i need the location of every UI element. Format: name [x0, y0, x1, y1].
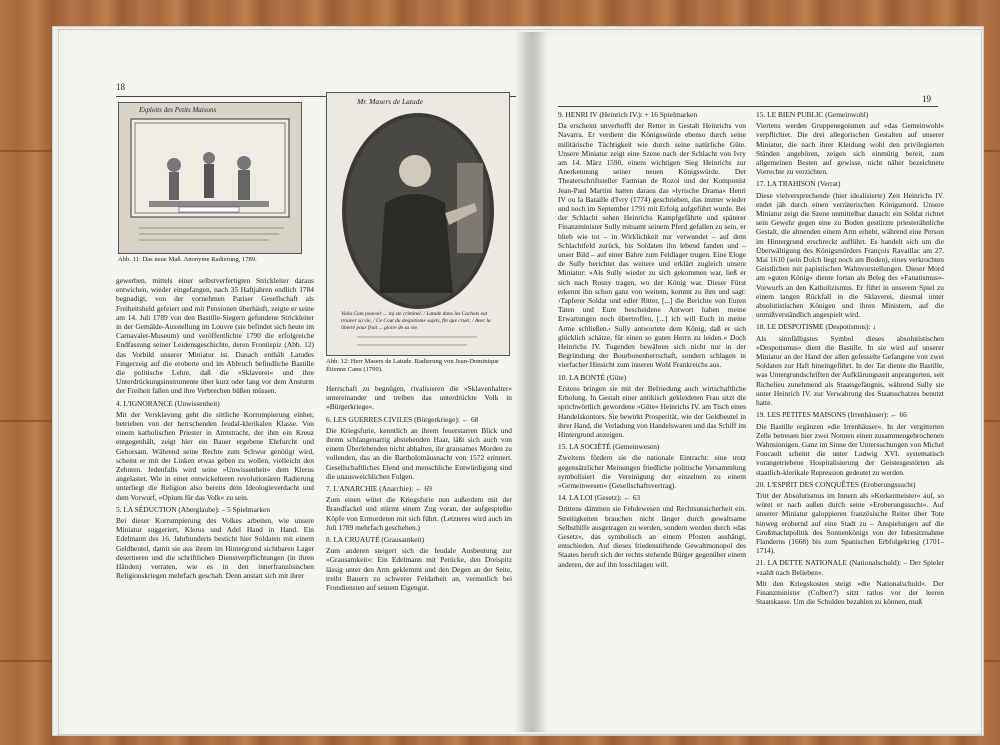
paragraph: Die Bastille ergänzen »die Irrenhäuser«. In der vergitterten Zelle betreuen hier zwei Nonnen einen zusammengebrochenen Wahnsinnigen. Ganz im Sinne der Untersuchungen von Michel Foucault scheint die unter Ludwig XVI. systematisch vorangetriebene Hospitalisierung der Geistesgestörten als staatlich-klerikale Repression gedeutet zu werden. — [756, 421, 944, 477]
paragraph: Als sinnfälligstes Symbol dieses absolutistischen »Despotismus« dient die Bastille. In sie wird auf unserer Miniatur an der Hand der allen gefesselte Gefangene von zwei Soldaten zur Haft hineingeführt. In der Tat diente die Bastille, was Untergrundschriften der Aufklärungszeit anprangerten, seit Richelieu zunehmend als Staatsgefängnis, während Sully sie unter Heinrich IV. zur Verwahrung des Staatsschatzes benutzt hatte. — [756, 333, 944, 408]
section-heading: 14. LA LOI (Gesetz): ← 63 — [558, 493, 641, 503]
paragraph: Die Kriegsfurie, kenntlich an ihrem feuerstarren Blick und ihrem schlangenartig abstehenden Haar, läßt sich auch von einem Überlebenden nicht abhalten, ihr grausames Morden zu vollenden, das an die Bartholomäusnacht von 1572 erinnert. Gesellschaftliches Elend und menschliche Entwürdigung sind die unausweichlichen Folgen. — [326, 425, 512, 481]
section-heading: 21. LA DETTE NATIONALE (Nationalschuld): – Der Spieler »zahlt nach Belieben«. — [756, 558, 944, 577]
figure-12-plate-title: Mr. Masers de Latude — [357, 97, 423, 106]
section-heading: 10. LA BONTÉ (Güte) — [558, 372, 627, 382]
right-page-column-2 — [756, 110, 944, 710]
paragraph: Diese vielversprechende (hier idealisierte) Zeit Heinrichs IV. endet jäh durch einen verräterischen Königsmord. Unsere Miniatur zeigt die Szene unmittelbar danach: ein Soldat richtet sein Gewehr gegen eine zu Boden gestürzte priesterähnliche Gestalt, die ahnenden einem Arm erhebt, während eine Person im Hintergrund erschreckt aufführt. Es handelt sich um die Überwältigung des Königsmörders François Ravaillac am 27. Mai 1610 (sein Dolch liegt noch am Boden), eines verkrochten Geistlichen mit papistischen Wahnvorstellungen. Dieser Mord am »guten König« diente fortan als Beleg des »Fanatismus«-Vorwurfs an den Katholizismus. Er führt in unserem Spiel zu einem langen Rückfall in die Sklaverei, diesmal unter absolutistischen Königen und ihren Ministern, auf die unmißverständlich angespielt wird. — [756, 190, 944, 320]
paragraph: Viertens werden Gruppenegoismen auf »das Gemeinwohl« verpflichtet. Die drei allegorischen Gestalten auf unserer Miniatur, die nach ihrer Kleidung wohl den privilegierten Ständen angehören, zeigen sich einmütig bereit, zum allgemeinen Besten auf gewisse, nicht näher bezeichnete Vorrechte zu verzichten. — [756, 121, 944, 177]
section-heading: 17. LA TRAHISON (Verrat) — [756, 179, 841, 189]
left-page — [64, 32, 524, 734]
left-page-column-1 — [116, 276, 314, 726]
open-book — [36, 14, 984, 736]
right-page — [530, 36, 980, 730]
section-heading: 18. LE DESPOTISME (Despotismus): ↓ — [756, 322, 877, 332]
section-heading: 15. LA SOCIÉTÉ (Gemeinwesen) — [558, 442, 660, 452]
figure-11-illustration — [119, 103, 301, 253]
figure-11-plate-title: Exploits des Petits Maisons — [139, 106, 217, 114]
paragraph: Zum anderen steigert sich die feudale Ausbeutung zur »Grausamkeit«: Ein Edelmann mit Perücke, den Dreispitz lässig unter den Arm geklemmt und den Degen an der Seite, treibt Bauern zu schwerer Feldarbeit an, vermutlich bei Frondiensten auf seinem Eigengut. — [326, 546, 512, 593]
paragraph: Mit den Kriegskosten steigt »die Nationalschuld«. Der Finanzminister (Colbert?) sitzt ratlos vor der leeren Staatskasse. Um die Schulden bezahlen zu können, muß — [756, 578, 944, 607]
paragraph: Zweitens fördern sie die nationale Eintracht: eine trotz gegensätzlicher Meinungen friedliche politische Versammlung symbolisiert die Vereinigung der einzelnen zu einem »Gemeinwesen« (Gesellschaftsvertrag). — [558, 453, 746, 490]
paragraph: Bei dieser Korrumpierung des Volkes arbeiten, wie unsere Miniatur suggeriert, Klerus und Adel Hand in Hand. Ein Edelmann des 16. Jahrhunderts besticht hier Soldaten mit einem Geldbeutel, damit sie aus ihrem im Hintergrund sichtbaren Lager desertieren und die schriftlichen Dienstverpflichtungen (in ihren Händen) verraten, wie es in den innerfranzösischen Religionskriegen mehrfach geschah. Denn anstatt sich mit ihrer — [116, 516, 314, 581]
book-gutter — [514, 32, 548, 732]
page-number-right: 19 — [922, 94, 931, 104]
figure-11-caption: Abb. 11: Das neue Maß. Anonyme Radierung, 1789. — [118, 256, 257, 263]
section-heading: 15. LE BIEN PUBLIC (Gemeinwohl) — [756, 110, 869, 119]
figure-11-engraving — [118, 102, 302, 254]
figure-12-portrait — [326, 92, 510, 356]
section-heading: 19. LES PETITES MAISONS (Irrenhäuser): ← 66 — [756, 410, 907, 420]
figure-12-caption: Abb. 12: Herr Masers de Latude. Radierung von Jean-Dominique Étienne Canu (1790). — [326, 358, 499, 373]
section-heading: 20. L'ESPRIT DES CONQUÊTES (Eroberungssucht) — [756, 479, 916, 489]
paragraph: Mit der Versklavung geht die sittliche Korrumpierung einher, betrieben von der herrschenden feudal-klerikalen Klasse. Von einem katholischen Priester in Amtstracht, der ihm ein Kreuz entgegenhält, zeigt hier ein Bauer ergebene Ehrfurcht und Gehorsam. Während seine Rechte zum Schwur genötigt wird, scheint er mit der Linken etwas geben zu wollen, vielleicht den Zehnten. Jedenfalls wird seine »Unwissenheit« dem Klerus angelastet. Wie in einer entwickelteren revolutionären Radierung unterliegt die Religion also bereits dem Ideologieverdacht und dem Vorwurf, »Opium für das Volk« zu sein. — [116, 409, 314, 502]
right-page-column-1 — [558, 110, 746, 710]
section-heading: 7. L'ANARCHIE (Anarchie): ← 69 — [326, 484, 432, 494]
section-heading: 5. LA SÉDUCTION (Aberglaube): – 5 Spielmarken — [116, 504, 271, 514]
section-heading: 8. LA CRUAUTÉ (Grausamkeit) — [326, 535, 425, 545]
paragraph: gewerben, mittels einer selbstverfertigten Strickleiter daraus entwichen, wieder eingefangen, nach 35 Haftjahren endlich 1784 begnadigt, von der vornehmen Pariser Gesellschaft als Freiheitsheld gefeiert und mit Pensionen überhäuft, zeigte er seine am 14. Juli 1789 von den Bastille-Siegern gefundene Strickleiter in der Gemälde-Ausstellung im Louvre (sie befindet sich heute im Carnavalet-Museum) und veröffentlichte 1790 die erfolgreiche Endfassung seiner Leidensgeschichte, deren Frontispiz (Abb. 12) das Vorbild unserer Miniatur ist. Danach enthält Latudes Fingerzeig auf die eroberte und im Abbruch befindliche Bastille die politische Lehre, daß die »Sklaverei« und ihre Unterdrückungsinstrumente über kurz oder lang vor dem Ansturm der Freiheit fallen und ihre Verbrechen büßen müssen. — [116, 276, 314, 396]
paragraph: Da erscheint unverhofft der Retter in Gestalt Heinrichs von Navarra. Er verdient die Königswürde ebenso durch seine militärische Tüchtigkeit wie durch seine natürliche Güte. Unsere Miniatur zeigt eine Szene nach der Schlacht von Ivry am 14. März 1590, einem wichtigen Sieg Heinrichs zur Anerkennung seiner neuen Königswürde. Der Theaterschriftsteller Farmian de Rozoi und der Komponist Jean-Paul Martini hatten daraus das »lyrische Drama« Henri IV ou la Bataille d'Ivry (1774) geschrieben, das immer wieder und noch im September 1791 mit Erfolg aufgeführt wurde. Bei der Schlacht sehen Heinrichs Kampfgefährte und späterer Finanzminister Sully mitsamt seinem Pferd gefallen zu sein, er blieb wie tot – in Wirklichkeit nur verwundet – auf dem Schlachtfeld zurück, bis Soldaten ihn lebend fanden und – unser Bild – auf einer Bahre zum Feldlager trugen. Eine Eloge de Sully berichtet das weitere und erklärt zugleich unsere Miniatur: »Als Sully wieder zu sich gekommen war, ließ er sich nach Rosny tragen, wo der König war. Dieser Fürst erkennt ihn schon ganz von weitem, kommt zu ihm und sagt: ›Tapferer Soldat und edler Ritter, [...] die Berichte von Euren Taten und Eure bescheidene Antwort haben meine Erwartungen noch übertroffen, [...] ich will Euch in meine Arme schließen.‹ Sully antwortete dem König, daß er sich glücklich schätze, für einen so guten Herrn zu leiden.« Doch Heinrichs IV. Tugenden bewähren sich nicht nur in der Begründung der Bourbonenherrschaft, sondern schlagen in vierfacher Hinsicht zum inneren Wohl Frankreichs aus. — [558, 121, 746, 370]
left-page-column-2 — [326, 384, 512, 724]
section-heading: 6. LES GUERRES CIVILES (Bürgerkriege): ← 68 — [326, 414, 479, 424]
paragraph: Erstens bringen sie mit der Befriedung auch wirtschaftliche Erholung. In Gestalt einer antikisch gekleideten Frau sitzt die sprichwörtlich gewordene »Güte« Heinrichs IV. am Tisch eines Handelskontors. Sie bewirkt Prosperität, wie der Geldbeutel in ihrer Hand, die Verladung von Handelswaren und das Schiff im Hintergrund anzeigen. — [558, 383, 746, 439]
figure-12-verse: Voila Cum pouvoir ... inj ste criminel. / Latude dans les Cachots eut trouver sa vie, / Ce Cout du despotisme sujets, fin que cruel, / Avec la liberté pour fruit ... gloire de sa vie. — [341, 311, 497, 332]
header-rule — [558, 106, 938, 107]
paragraph: Drittens dämmen sie Fehdewesen und Rechtsunsicherheit ein. Streitigkeiten brauchen nicht länger durch gewaltsame Selbsthilfe ausgetragen zu werden, sondern werden durch »das Gesetz«, das symbolisch an einem Pfosten aushängt, entschieden. Auf dieses friedenstiftende Gewaltmonopol des Staates beruft sich der rechts stehende Bürger gegenüber einem anderen, der auf ihn losschlagen will. — [558, 504, 746, 569]
paragraph: Tritt der Absolutismus im Innern als »Kerkermeister« auf, so wütet er nach außen durch seine »Eroberungssucht«. Auf unserer Miniatur galoppieren französische Reiter über Tote hinweg erobernd auf eine Stadt zu – Anspielungen auf die Großmachtpolitik des Sonnenkönigs von der Inbesitznahme Flanderns (1668) bis zum Spanischen Erbfolgekrieg (1701–1714). — [756, 490, 944, 556]
page-number-left: 18 — [116, 82, 125, 92]
paragraph: Zum einen wütet die Kriegsfurie nun außerdem mit der Brandfackel und stürmt einem Zug voran, der aufgespießte Köpfe von Ermordeten mit sich führt. (Letzteres wird auch im Juli 1789 mehrfach geschehen.) — [326, 495, 512, 532]
paragraph: Herrschaft zu begnügen, rivalisieren die »Sklavenhalter« untereinander und treiben das unterdrückte Volk in »Bürgerkriege«. — [326, 384, 512, 412]
section-heading: 9. HENRI IV (Heinrich IV.): + 16 Spielmarken — [558, 110, 698, 119]
section-heading: 4. L'IGNORANCE (Unwissenheit) — [116, 398, 220, 408]
